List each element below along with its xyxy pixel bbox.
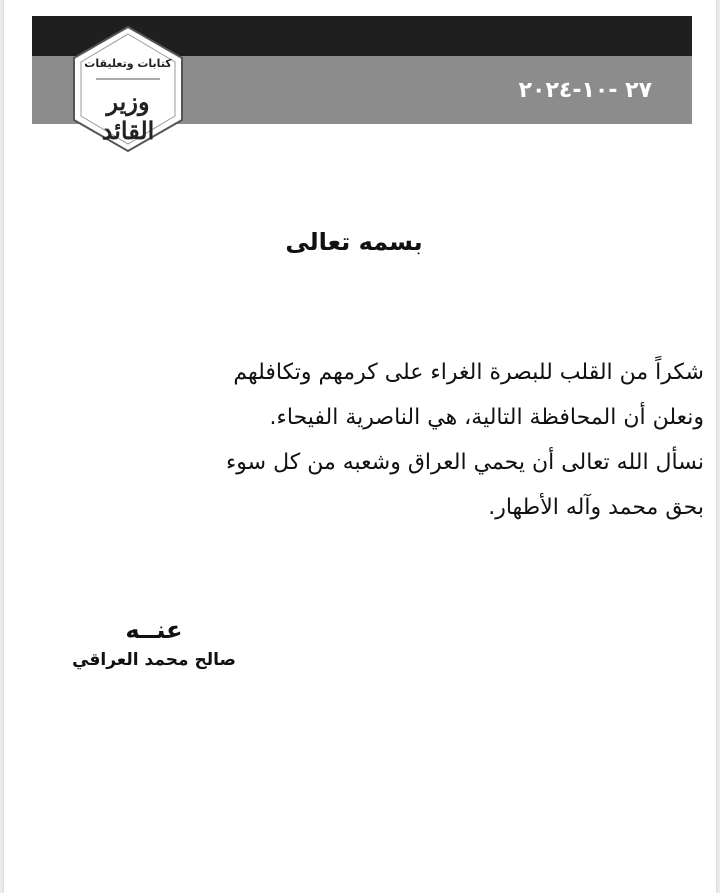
logo-script-text: وزير القائد [101,87,155,145]
signature-name: صالح محمد العراقي [72,650,236,670]
document-page [4,0,716,893]
date-text: ٢٧ -١٠-٢٠٢٤ [518,78,652,103]
letter-line: شكراً من القلب للبصرة الغراء على كرمهم وتكافلهم [233,360,704,385]
letter-line: نسأل الله تعالى أن يحمي العراق وشعبه من كل سوء [225,450,704,475]
signature-from: عنــه [125,616,183,644]
letter-body [64,350,704,530]
letter-line: ونعلن أن المحافظة التالية، هي الناصرية الفيحاء. [269,405,704,430]
logo-top-text: كتابات وتعليقات [84,57,172,70]
signature-block [49,616,259,670]
letter-line: بحق محمد وآله الأطهار. [488,495,704,520]
letter-title: بسمه تعالى [285,228,423,256]
logo-badge [72,25,184,153]
